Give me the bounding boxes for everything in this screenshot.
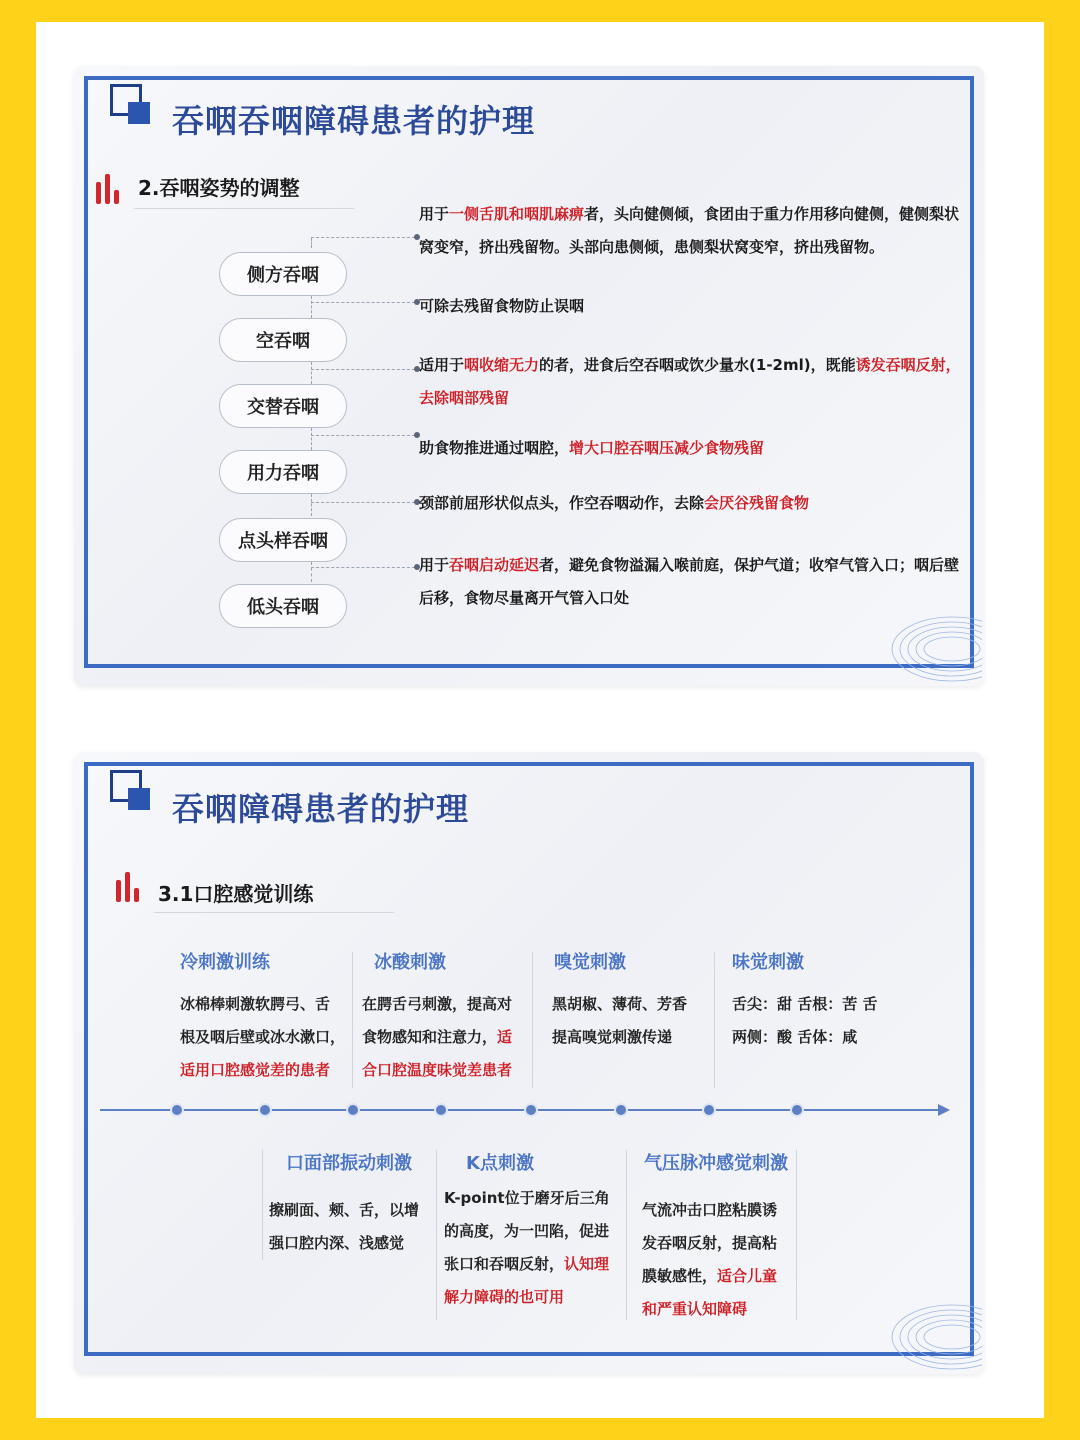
decorative-swirl-icon (882, 594, 982, 684)
slide-logo-icon (110, 84, 152, 126)
slide-oral-sensory-training (74, 752, 984, 1374)
description-nodding: 颈部前屈形状似点头，作空吞咽动作，去除会厌谷残留食物 (419, 494, 810, 512)
section-subtitle: 3.1口腔感觉训练 (158, 882, 314, 906)
column-divider (714, 952, 715, 1088)
item-title-ice-acid: 冰酸刺激 (374, 952, 446, 973)
item-text-cold: 冰棉棒刺激软腭弓、舌 根及咽后壁或冰水漱口， 适用口腔感觉差的患者 (180, 995, 346, 1079)
column-divider (532, 952, 533, 1088)
connector (311, 238, 312, 248)
connector (311, 302, 415, 303)
bar-chart-icon (116, 872, 142, 902)
timeline-dot (170, 1103, 184, 1117)
timeline-arrow-icon (938, 1104, 950, 1116)
item-text-ice-acid: 在腭舌弓刺激，提高对 食物感知和注意力，适 合口腔温度味觉差患者 (362, 995, 513, 1079)
item-title-air-pulse: 气压脉冲感觉刺激 (644, 1153, 788, 1174)
description-effortful: 助食物推进通过咽腔，增大口腔吞咽压减少食物残留 (419, 439, 765, 457)
posture-item-alternating: 交替吞咽 (219, 384, 347, 428)
subtitle-underline (154, 912, 394, 913)
connector (311, 562, 312, 582)
timeline-dot (614, 1103, 628, 1117)
connector (311, 502, 415, 503)
posture-item-dry-swallow: 空吞咽 (219, 318, 347, 362)
subtitle-underline (134, 208, 354, 209)
column-divider (262, 1150, 263, 1260)
description-lateral: 用于一侧舌肌和咽肌麻痹者，头向健侧倾，食团由于重力作用移向健侧，健侧梨状窝变窄，挤出残留物。头部向患侧倾，患侧梨状窝变窄，挤出残留物。 (419, 205, 960, 256)
posture-item-effortful: 用力吞咽 (219, 450, 347, 494)
posture-item-lateral: 侧方吞咽 (219, 252, 347, 296)
slide-title: 吞咽障碍患者的护理 (172, 790, 470, 828)
connector (311, 428, 312, 450)
item-text-taste: 舌尖：甜 舌根：苦 舌 两侧：酸 舌体：咸 (732, 995, 878, 1046)
timeline-dot (258, 1103, 272, 1117)
slide-swallow-posture (74, 66, 984, 686)
item-title-k-point: K点刺激 (466, 1153, 534, 1174)
timeline-dot (790, 1103, 804, 1117)
column-divider (352, 952, 353, 1088)
item-title-smell: 嗅觉刺激 (554, 952, 626, 973)
timeline-dot (524, 1103, 538, 1117)
item-text-air-pulse: 气流冲击口腔粘膜诱 发吞咽反射，提高粘 膜敏感性，适合儿童 和严重认知障碍 (642, 1201, 778, 1318)
description-alternating: 适用于咽收缩无力的者，进食后空吞咽或饮少量水(1-2ml)，既能诱发吞咽反射，去除咽部残留 (419, 356, 961, 407)
posture-item-chin-tuck: 低头吞咽 (219, 584, 347, 628)
item-text-k-point: K-point位于磨牙后三角 的高度，为一凹陷，促进 张口和吞咽反射，认知理 解力障碍的也可用 (444, 1189, 610, 1306)
item-title-cold: 冷刺激训练 (180, 952, 270, 973)
item-text-oral-facial-vibration: 擦刷面、颊、舌，以增 强口腔内深、浅感觉 (269, 1201, 420, 1252)
connector (311, 369, 415, 370)
section-subtitle: 2.吞咽姿势的调整 (138, 176, 300, 200)
item-title-taste: 味觉刺激 (732, 952, 804, 973)
posture-item-nodding: 点头样吞咽 (219, 518, 347, 562)
column-divider (796, 1150, 797, 1320)
description-chin-tuck: 用于吞咽启动延迟者，避免食物溢漏入喉前庭，保护气道；收窄气管入口；咽后壁后移，食物尽量离开气管入口处 (419, 556, 960, 607)
decorative-swirl-icon (882, 1282, 982, 1372)
item-text-smell: 黑胡椒、薄荷、芳香 提高嗅觉刺激传递 (552, 995, 688, 1046)
connector (311, 237, 415, 238)
timeline-dot (346, 1103, 360, 1117)
connector (311, 296, 312, 318)
bar-chart-icon (96, 174, 122, 204)
timeline-dot (702, 1103, 716, 1117)
slide-logo-icon (110, 770, 152, 812)
connector (311, 435, 415, 436)
timeline-dot (434, 1103, 448, 1117)
column-divider (436, 1150, 437, 1320)
connector (311, 494, 312, 516)
connector (311, 567, 415, 568)
item-title-oral-facial-vibration: 口面部振动刺激 (286, 1153, 412, 1174)
description-dry-swallow: 可除去残留食物防止误咽 (419, 297, 585, 315)
timeline-line (100, 1109, 940, 1111)
column-divider (626, 1150, 627, 1320)
slide-title: 吞咽吞咽障碍患者的护理 (172, 102, 536, 140)
connector (311, 362, 312, 384)
